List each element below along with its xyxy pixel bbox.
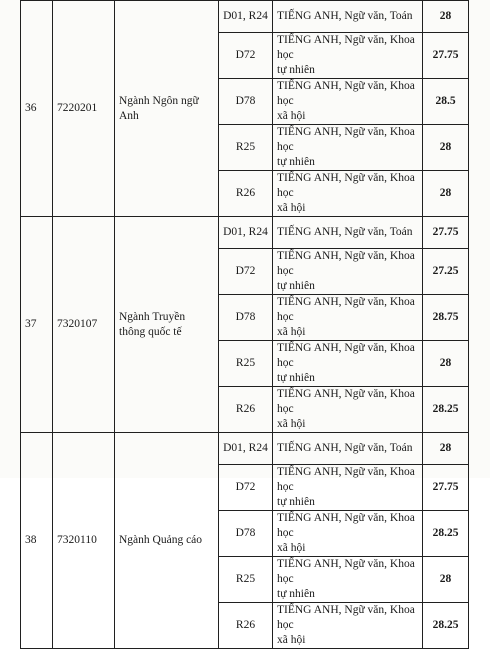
subject-list-line-1: TIẾNG ANH, Ngữ văn, Khoa học <box>277 388 415 415</box>
subject-combination-code: D01, R24 <box>219 217 273 249</box>
subject-list-line-1: TIẾNG ANH, Ngữ văn, Toán <box>277 10 413 22</box>
subject-list-line-1: TIẾNG ANH, Ngữ văn, Toán <box>277 226 413 238</box>
program-name: Ngành Quảng cáo <box>115 433 219 649</box>
program-code: 7220201 <box>53 1 115 217</box>
subject-combination-code: D78 <box>219 79 273 125</box>
subject-list <box>273 171 423 217</box>
subject-list <box>273 249 423 295</box>
subject-list-line-1: TIẾNG ANH, Ngữ văn, Khoa học <box>277 80 415 107</box>
subject-list <box>273 125 423 171</box>
subject-list-line-2: tự nhiên <box>277 64 315 76</box>
table-row <box>21 433 469 465</box>
admission-score: 28.75 <box>423 295 469 341</box>
subject-combination-code: D78 <box>219 295 273 341</box>
subject-list <box>273 79 423 125</box>
subject-list-line-2: tự nhiên <box>277 496 315 508</box>
admission-score: 27.75 <box>423 217 469 249</box>
subject-list-line-1: TIẾNG ANH, Ngữ văn, Toán <box>277 442 413 454</box>
subject-list-line-2: tự nhiên <box>277 156 315 168</box>
subject-list-line-1: TIẾNG ANH, Ngữ văn, Khoa học <box>277 466 415 493</box>
subject-list-line-1: TIẾNG ANH, Ngữ văn, Khoa học <box>277 126 415 153</box>
admission-scores-table <box>20 0 469 649</box>
subject-list <box>273 433 423 465</box>
subject-list-line-1: TIẾNG ANH, Ngữ văn, Khoa học <box>277 250 415 277</box>
subject-combination-code: R25 <box>219 341 273 387</box>
admission-score: 28.25 <box>423 603 469 649</box>
subject-combination-code: D01, R24 <box>219 1 273 33</box>
subject-list-line-2: xã hội <box>277 634 306 646</box>
program-name: Ngành Truyền thông quốc tế <box>115 217 219 433</box>
subject-combination-code: D72 <box>219 33 273 79</box>
subject-list <box>273 217 423 249</box>
admission-score: 27.75 <box>423 33 469 79</box>
subject-list-line-1: TIẾNG ANH, Ngữ văn, Khoa học <box>277 558 415 585</box>
subject-list-line-2: tự nhiên <box>277 588 315 600</box>
subject-combination-code: R26 <box>219 171 273 217</box>
subject-combination-code: D78 <box>219 511 273 557</box>
subject-list-line-1: TIẾNG ANH, Ngữ văn, Khoa học <box>277 172 415 199</box>
subject-combination-code: D72 <box>219 249 273 295</box>
subject-list <box>273 341 423 387</box>
admission-score: 28 <box>423 1 469 33</box>
subject-list-line-1: TIẾNG ANH, Ngữ văn, Khoa học <box>277 342 415 369</box>
admission-score: 27.75 <box>423 465 469 511</box>
subject-list <box>273 511 423 557</box>
table-body <box>21 1 469 649</box>
subject-list <box>273 1 423 33</box>
subject-list <box>273 603 423 649</box>
subject-list-line-1: TIẾNG ANH, Ngữ văn, Khoa học <box>277 34 415 61</box>
program-number: 37 <box>21 217 53 433</box>
subject-combination-code: R25 <box>219 557 273 603</box>
table-row <box>21 217 469 249</box>
admission-score: 28.25 <box>423 511 469 557</box>
subject-list-line-1: TIẾNG ANH, Ngữ văn, Khoa học <box>277 296 415 323</box>
admission-score: 28.25 <box>423 387 469 433</box>
subject-list-line-2: xã hội <box>277 110 306 122</box>
subject-combination-code: R26 <box>219 603 273 649</box>
program-code: 7320110 <box>53 433 115 649</box>
subject-list-line-1: TIẾNG ANH, Ngữ văn, Khoa học <box>277 512 415 539</box>
admission-score: 28.5 <box>423 79 469 125</box>
subject-list <box>273 557 423 603</box>
subject-combination-code: R25 <box>219 125 273 171</box>
admission-score: 27.25 <box>423 249 469 295</box>
subject-combination-code: D01, R24 <box>219 433 273 465</box>
subject-list-line-2: xã hội <box>277 542 306 554</box>
subject-list <box>273 33 423 79</box>
program-code: 7320107 <box>53 217 115 433</box>
admission-score: 28 <box>423 341 469 387</box>
admission-score: 28 <box>423 171 469 217</box>
admission-score: 28 <box>423 433 469 465</box>
subject-list-line-2: tự nhiên <box>277 372 315 384</box>
subject-list <box>273 387 423 433</box>
subject-list-line-2: xã hội <box>277 418 306 430</box>
subject-list-line-2: xã hội <box>277 202 306 214</box>
admission-score: 28 <box>423 557 469 603</box>
program-number: 36 <box>21 1 53 217</box>
subject-combination-code: D72 <box>219 465 273 511</box>
program-number: 38 <box>21 433 53 649</box>
program-name: Ngành Ngôn ngữ Anh <box>115 1 219 217</box>
table-row <box>21 1 469 33</box>
subject-combination-code: R26 <box>219 387 273 433</box>
admission-score: 28 <box>423 125 469 171</box>
subject-list-line-1: TIẾNG ANH, Ngữ văn, Khoa học <box>277 604 415 631</box>
subject-list <box>273 295 423 341</box>
subject-list-line-2: xã hội <box>277 326 306 338</box>
subject-list-line-2: tự nhiên <box>277 280 315 292</box>
subject-list <box>273 465 423 511</box>
